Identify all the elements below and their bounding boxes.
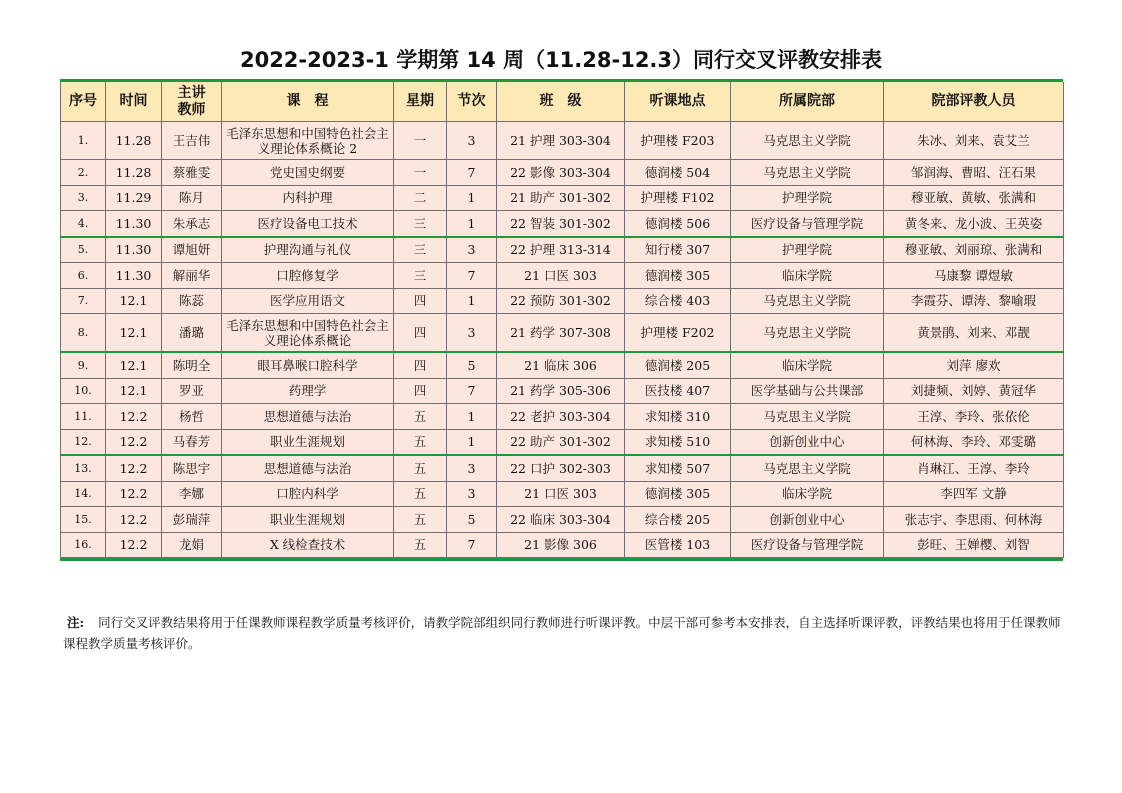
period-cell: 5 — [447, 352, 497, 378]
date-cell: 11.30 — [106, 263, 162, 289]
row-index-cell: 3. — [61, 185, 106, 211]
evaluators-cell: 彭旺、王婵樱、刘智 — [884, 532, 1064, 558]
department-cell: 临床学院 — [731, 263, 884, 289]
location-cell: 求知楼 510 — [625, 429, 731, 455]
period-cell: 1 — [447, 185, 497, 211]
class-group-cell: 21 影像 306 — [497, 532, 625, 558]
department-cell: 护理学院 — [731, 237, 884, 263]
teacher-cell: 陈月 — [162, 185, 222, 211]
location-cell: 德润楼 504 — [625, 160, 731, 186]
class-group-cell: 21 口医 303 — [497, 263, 625, 289]
location-cell: 医管楼 103 — [625, 532, 731, 558]
period-cell: 7 — [447, 378, 497, 404]
course-cell: 口腔内科学 — [222, 481, 394, 507]
row-index-cell: 10. — [61, 378, 106, 404]
course-cell: 党史国史纲要 — [222, 160, 394, 186]
date-cell: 11.28 — [106, 160, 162, 186]
row-index-cell: 7. — [61, 288, 106, 314]
class-group-cell: 21 临床 306 — [497, 352, 625, 378]
row-index-cell: 16. — [61, 532, 106, 558]
date-cell: 12.2 — [106, 507, 162, 533]
period-cell: 1 — [447, 429, 497, 455]
date-cell: 12.2 — [106, 481, 162, 507]
evaluators-cell: 张志宇、李思雨、何林海 — [884, 507, 1064, 533]
class-group-cell: 21 口医 303 — [497, 481, 625, 507]
table-row — [61, 378, 1064, 404]
table-row — [61, 160, 1064, 186]
row-index-cell: 1. — [61, 122, 106, 160]
location-cell: 德润楼 506 — [625, 211, 731, 237]
teacher-cell: 陈思宇 — [162, 455, 222, 481]
evaluators-cell: 王淳、李玲、张依伦 — [884, 404, 1064, 430]
row-index-cell: 9. — [61, 352, 106, 378]
department-cell: 临床学院 — [731, 481, 884, 507]
teacher-cell: 龙娟 — [162, 532, 222, 558]
table-row — [61, 507, 1064, 533]
table-row — [61, 314, 1064, 353]
department-cell: 马克思主义学院 — [731, 122, 884, 160]
row-index-cell: 5. — [61, 237, 106, 263]
date-cell: 11.30 — [106, 237, 162, 263]
class-group-cell: 22 口护 302-303 — [497, 455, 625, 481]
table-row — [61, 263, 1064, 289]
weekday-cell: 三 — [394, 237, 447, 263]
location-cell: 护理楼 F203 — [625, 122, 731, 160]
location-cell: 求知楼 310 — [625, 404, 731, 430]
teacher-cell: 朱承志 — [162, 211, 222, 237]
location-cell: 综合楼 403 — [625, 288, 731, 314]
evaluators-cell: 马康黎 谭煜敏 — [884, 263, 1064, 289]
table-row — [61, 288, 1064, 314]
course-cell: 医学应用语文 — [222, 288, 394, 314]
weekday-cell: 五 — [394, 532, 447, 558]
evaluators-cell: 穆亚敏、黄敏、张满和 — [884, 185, 1064, 211]
table-row — [61, 455, 1064, 481]
department-cell: 医学基础与公共课部 — [731, 378, 884, 404]
header-cell: 星期 — [394, 82, 447, 122]
evaluators-cell: 何林海、李玲、邓雯璐 — [884, 429, 1064, 455]
department-cell: 创新创业中心 — [731, 429, 884, 455]
row-index-cell: 6. — [61, 263, 106, 289]
date-cell: 11.29 — [106, 185, 162, 211]
period-cell: 7 — [447, 532, 497, 558]
teacher-cell: 李娜 — [162, 481, 222, 507]
department-cell: 马克思主义学院 — [731, 288, 884, 314]
footnote — [63, 612, 1063, 654]
date-cell: 12.1 — [106, 314, 162, 353]
date-cell: 11.28 — [106, 122, 162, 160]
period-cell: 3 — [447, 237, 497, 263]
date-cell: 12.2 — [106, 455, 162, 481]
period-cell: 3 — [447, 314, 497, 353]
row-index-cell: 11. — [61, 404, 106, 430]
weekday-cell: 五 — [394, 507, 447, 533]
teacher-cell: 蔡雅雯 — [162, 160, 222, 186]
date-cell: 12.2 — [106, 429, 162, 455]
period-cell: 3 — [447, 481, 497, 507]
date-cell: 12.1 — [106, 352, 162, 378]
department-cell: 马克思主义学院 — [731, 455, 884, 481]
teacher-cell: 解丽华 — [162, 263, 222, 289]
weekday-cell: 五 — [394, 455, 447, 481]
date-cell: 12.2 — [106, 404, 162, 430]
class-group-cell: 21 护理 303-304 — [497, 122, 625, 160]
evaluators-cell: 李四军 文静 — [884, 481, 1064, 507]
department-cell: 马克思主义学院 — [731, 404, 884, 430]
weekday-cell: 四 — [394, 378, 447, 404]
header-row — [61, 82, 1064, 122]
note-text: 同行交叉评教结果将用于任课教师课程教学质量考核评价，请教学院部组织同行教师进行听课评教。中层干部可参考本安排表，自主选择听课评教，评教结果也将用于任课教师课程教学质量考核评价。 — [63, 615, 1061, 651]
schedule-table-frame — [60, 79, 1063, 561]
header-cell: 听课地点 — [625, 82, 731, 122]
course-cell: 护理沟通与礼仪 — [222, 237, 394, 263]
header-cell: 院部评教人员 — [884, 82, 1064, 122]
row-index-cell: 4. — [61, 211, 106, 237]
period-cell: 7 — [447, 160, 497, 186]
department-cell: 马克思主义学院 — [731, 314, 884, 353]
course-cell: 思想道德与法治 — [222, 404, 394, 430]
evaluators-cell: 刘萍 廖欢 — [884, 352, 1064, 378]
table-row — [61, 352, 1064, 378]
location-cell: 知行楼 307 — [625, 237, 731, 263]
department-cell: 医疗设备与管理学院 — [731, 211, 884, 237]
row-index-cell: 15. — [61, 507, 106, 533]
weekday-cell: 一 — [394, 122, 447, 160]
weekday-cell: 三 — [394, 263, 447, 289]
teacher-cell: 潘璐 — [162, 314, 222, 353]
evaluators-cell: 黄冬来、龙小波、王英姿 — [884, 211, 1064, 237]
course-cell: 毛泽东思想和中国特色社会主义理论体系概论 2 — [222, 122, 394, 160]
weekday-cell: 三 — [394, 211, 447, 237]
weekday-cell: 四 — [394, 314, 447, 353]
table-row — [61, 237, 1064, 263]
date-cell: 12.1 — [106, 378, 162, 404]
table-row — [61, 211, 1064, 237]
weekday-cell: 四 — [394, 288, 447, 314]
class-group-cell: 22 临床 303-304 — [497, 507, 625, 533]
weekday-cell: 五 — [394, 404, 447, 430]
evaluators-cell: 李霞芬、谭涛、黎喻瑕 — [884, 288, 1064, 314]
class-group-cell: 22 智装 301-302 — [497, 211, 625, 237]
table-row — [61, 429, 1064, 455]
location-cell: 医技楼 407 — [625, 378, 731, 404]
evaluators-cell: 朱冰、刘来、袁艾兰 — [884, 122, 1064, 160]
header-cell: 所属院部 — [731, 82, 884, 122]
header-cell: 序号 — [61, 82, 106, 122]
course-cell: 职业生涯规划 — [222, 507, 394, 533]
row-index-cell: 2. — [61, 160, 106, 186]
class-group-cell: 21 药学 307-308 — [497, 314, 625, 353]
teacher-cell: 陈蕊 — [162, 288, 222, 314]
row-index-cell: 13. — [61, 455, 106, 481]
class-group-cell: 22 影像 303-304 — [497, 160, 625, 186]
location-cell: 德润楼 305 — [625, 263, 731, 289]
class-group-cell: 21 助产 301-302 — [497, 185, 625, 211]
date-cell: 12.2 — [106, 532, 162, 558]
schedule-rows — [61, 122, 1064, 558]
location-cell: 德润楼 205 — [625, 352, 731, 378]
row-index-cell: 14. — [61, 481, 106, 507]
class-group-cell: 22 护理 313-314 — [497, 237, 625, 263]
table-row — [61, 481, 1064, 507]
course-cell: X 线检查技术 — [222, 532, 394, 558]
schedule-table — [60, 82, 1064, 558]
page-title: 2022-2023-1 学期第 14 周（11.28-12.3）同行交叉评教安排表 — [239, 48, 883, 72]
weekday-cell: 一 — [394, 160, 447, 186]
table-row — [61, 404, 1064, 430]
department-cell: 临床学院 — [731, 352, 884, 378]
date-cell: 11.30 — [106, 211, 162, 237]
teacher-cell: 罗亚 — [162, 378, 222, 404]
class-group-cell: 22 助产 301-302 — [497, 429, 625, 455]
period-cell: 1 — [447, 211, 497, 237]
department-cell: 医疗设备与管理学院 — [731, 532, 884, 558]
header-cell: 班 级 — [497, 82, 625, 122]
weekday-cell: 五 — [394, 481, 447, 507]
course-cell: 眼耳鼻喉口腔科学 — [222, 352, 394, 378]
location-cell: 护理楼 F202 — [625, 314, 731, 353]
table-row — [61, 122, 1064, 160]
period-cell: 1 — [447, 404, 497, 430]
class-group-cell: 22 老护 303-304 — [497, 404, 625, 430]
weekday-cell: 二 — [394, 185, 447, 211]
class-group-cell: 21 药学 305-306 — [497, 378, 625, 404]
row-index-cell: 8. — [61, 314, 106, 353]
course-cell: 毛泽东思想和中国特色社会主义理论体系概论 — [222, 314, 394, 353]
teacher-cell: 杨哲 — [162, 404, 222, 430]
header-cell: 课 程 — [222, 82, 394, 122]
evaluators-cell: 肖琳江、王淳、李玲 — [884, 455, 1064, 481]
period-cell: 3 — [447, 122, 497, 160]
course-cell: 药理学 — [222, 378, 394, 404]
weekday-cell: 四 — [394, 352, 447, 378]
period-cell: 5 — [447, 507, 497, 533]
course-cell: 思想道德与法治 — [222, 455, 394, 481]
location-cell: 求知楼 507 — [625, 455, 731, 481]
evaluators-cell: 黄景鹃、刘来、邓靓 — [884, 314, 1064, 353]
department-cell: 创新创业中心 — [731, 507, 884, 533]
header-cell: 时间 — [106, 82, 162, 122]
date-cell: 12.1 — [106, 288, 162, 314]
course-cell: 职业生涯规划 — [222, 429, 394, 455]
course-cell: 口腔修复学 — [222, 263, 394, 289]
period-cell: 1 — [447, 288, 497, 314]
teacher-cell: 马春芳 — [162, 429, 222, 455]
header-cell: 节次 — [447, 82, 497, 122]
note-label: 注: — [67, 615, 85, 630]
location-cell: 综合楼 205 — [625, 507, 731, 533]
evaluators-cell: 刘捷频、刘婷、黄冠华 — [884, 378, 1064, 404]
weekday-cell: 五 — [394, 429, 447, 455]
location-cell: 护理楼 F102 — [625, 185, 731, 211]
table-row — [61, 185, 1064, 211]
course-cell: 内科护理 — [222, 185, 394, 211]
department-cell: 护理学院 — [731, 185, 884, 211]
period-cell: 7 — [447, 263, 497, 289]
evaluators-cell: 邹润海、曹昭、汪石果 — [884, 160, 1064, 186]
teacher-cell: 王吉伟 — [162, 122, 222, 160]
location-cell: 德润楼 305 — [625, 481, 731, 507]
period-cell: 3 — [447, 455, 497, 481]
teacher-cell: 彭瑞萍 — [162, 507, 222, 533]
course-cell: 医疗设备电工技术 — [222, 211, 394, 237]
teacher-cell: 陈明全 — [162, 352, 222, 378]
department-cell: 马克思主义学院 — [731, 160, 884, 186]
table-row — [61, 532, 1064, 558]
evaluators-cell: 穆亚敏、刘丽琼、张满和 — [884, 237, 1064, 263]
header-cell: 主讲教师 — [162, 82, 222, 122]
teacher-cell: 谭旭妍 — [162, 237, 222, 263]
class-group-cell: 22 预防 301-302 — [497, 288, 625, 314]
row-index-cell: 12. — [61, 429, 106, 455]
